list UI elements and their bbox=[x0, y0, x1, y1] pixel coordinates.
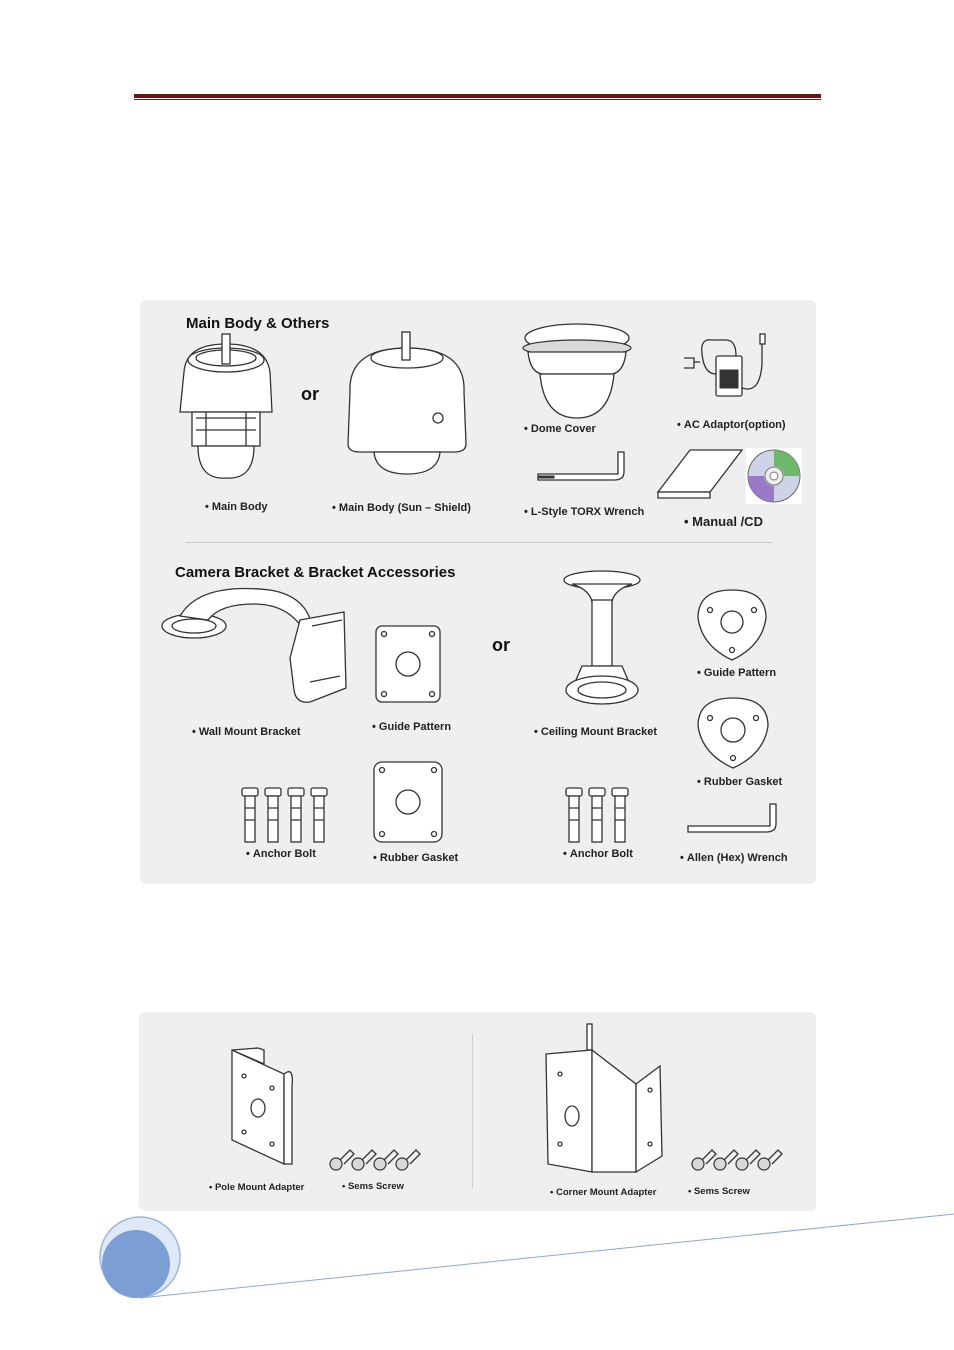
guide-pattern-left-label: • Guide Pattern bbox=[372, 721, 451, 733]
rubber-gasket-left-label: • Rubber Gasket bbox=[373, 852, 458, 864]
sems-screw-right-label: • Sems Screw bbox=[688, 1186, 750, 1197]
sems-screw-left-image bbox=[328, 1144, 424, 1174]
corner-mount-adapter-label: • Corner Mount Adapter bbox=[550, 1187, 656, 1198]
corner-mount-adapter-image bbox=[540, 1024, 668, 1174]
wall-mount-bracket-image bbox=[160, 586, 348, 710]
main-body-sun-shield-image bbox=[344, 332, 470, 476]
guide-pattern-left-image bbox=[374, 624, 442, 704]
main-body-image bbox=[176, 334, 276, 480]
rubber-gasket-right-image bbox=[696, 696, 770, 770]
section-divider bbox=[186, 542, 772, 543]
header-rule-thick bbox=[134, 94, 821, 98]
ceiling-mount-bracket-label: • Ceiling Mount Bracket bbox=[534, 726, 657, 738]
rubber-gasket-right-label: • Rubber Gasket bbox=[697, 776, 782, 788]
footer-decoration bbox=[0, 1200, 954, 1350]
main-body-sun-shield-label: • Main Body (Sun – Shield) bbox=[332, 502, 471, 514]
bracket-heading: Camera Bracket & Bracket Accessories bbox=[175, 564, 456, 581]
allen-wrench-label: • Allen (Hex) Wrench bbox=[680, 852, 788, 864]
header-rule-thin bbox=[134, 99, 821, 100]
cd-image bbox=[746, 448, 802, 504]
ac-adaptor-label: • AC Adaptor(option) bbox=[677, 419, 786, 431]
dome-cover-image bbox=[522, 322, 632, 420]
pole-mount-adapter-image bbox=[228, 1046, 298, 1168]
ceiling-mount-bracket-image bbox=[560, 570, 644, 714]
anchor-bolt-left-image bbox=[240, 786, 330, 844]
anchor-bolt-left-label: • Anchor Bolt bbox=[246, 848, 316, 860]
main-body-heading: Main Body & Others bbox=[186, 315, 330, 332]
guide-pattern-right-label: • Guide Pattern bbox=[697, 667, 776, 679]
sems-screw-left-label: • Sems Screw bbox=[342, 1181, 404, 1192]
sems-screw-right-image bbox=[690, 1144, 786, 1174]
anchor-bolt-right-label: • Anchor Bolt bbox=[563, 848, 633, 860]
manual-cd-label: • Manual /CD bbox=[684, 514, 763, 529]
wall-mount-bracket-label: • Wall Mount Bracket bbox=[192, 726, 301, 738]
dome-cover-label: • Dome Cover bbox=[524, 423, 596, 435]
rubber-gasket-left-image bbox=[372, 760, 444, 844]
torx-wrench-image bbox=[534, 450, 628, 492]
anchor-bolt-right-image bbox=[564, 786, 632, 844]
guide-pattern-right-image bbox=[696, 588, 768, 662]
allen-wrench-image bbox=[686, 802, 780, 842]
manual-image bbox=[654, 448, 744, 500]
or-label-main: or bbox=[301, 384, 319, 404]
ac-adaptor-image bbox=[680, 334, 772, 412]
main-body-label: • Main Body bbox=[205, 501, 268, 513]
or-label-bracket: or bbox=[492, 635, 510, 655]
torx-wrench-label: • L-Style TORX Wrench bbox=[524, 506, 644, 518]
pole-mount-adapter-label: • Pole Mount Adapter bbox=[209, 1182, 304, 1193]
adapters-divider bbox=[472, 1034, 473, 1188]
